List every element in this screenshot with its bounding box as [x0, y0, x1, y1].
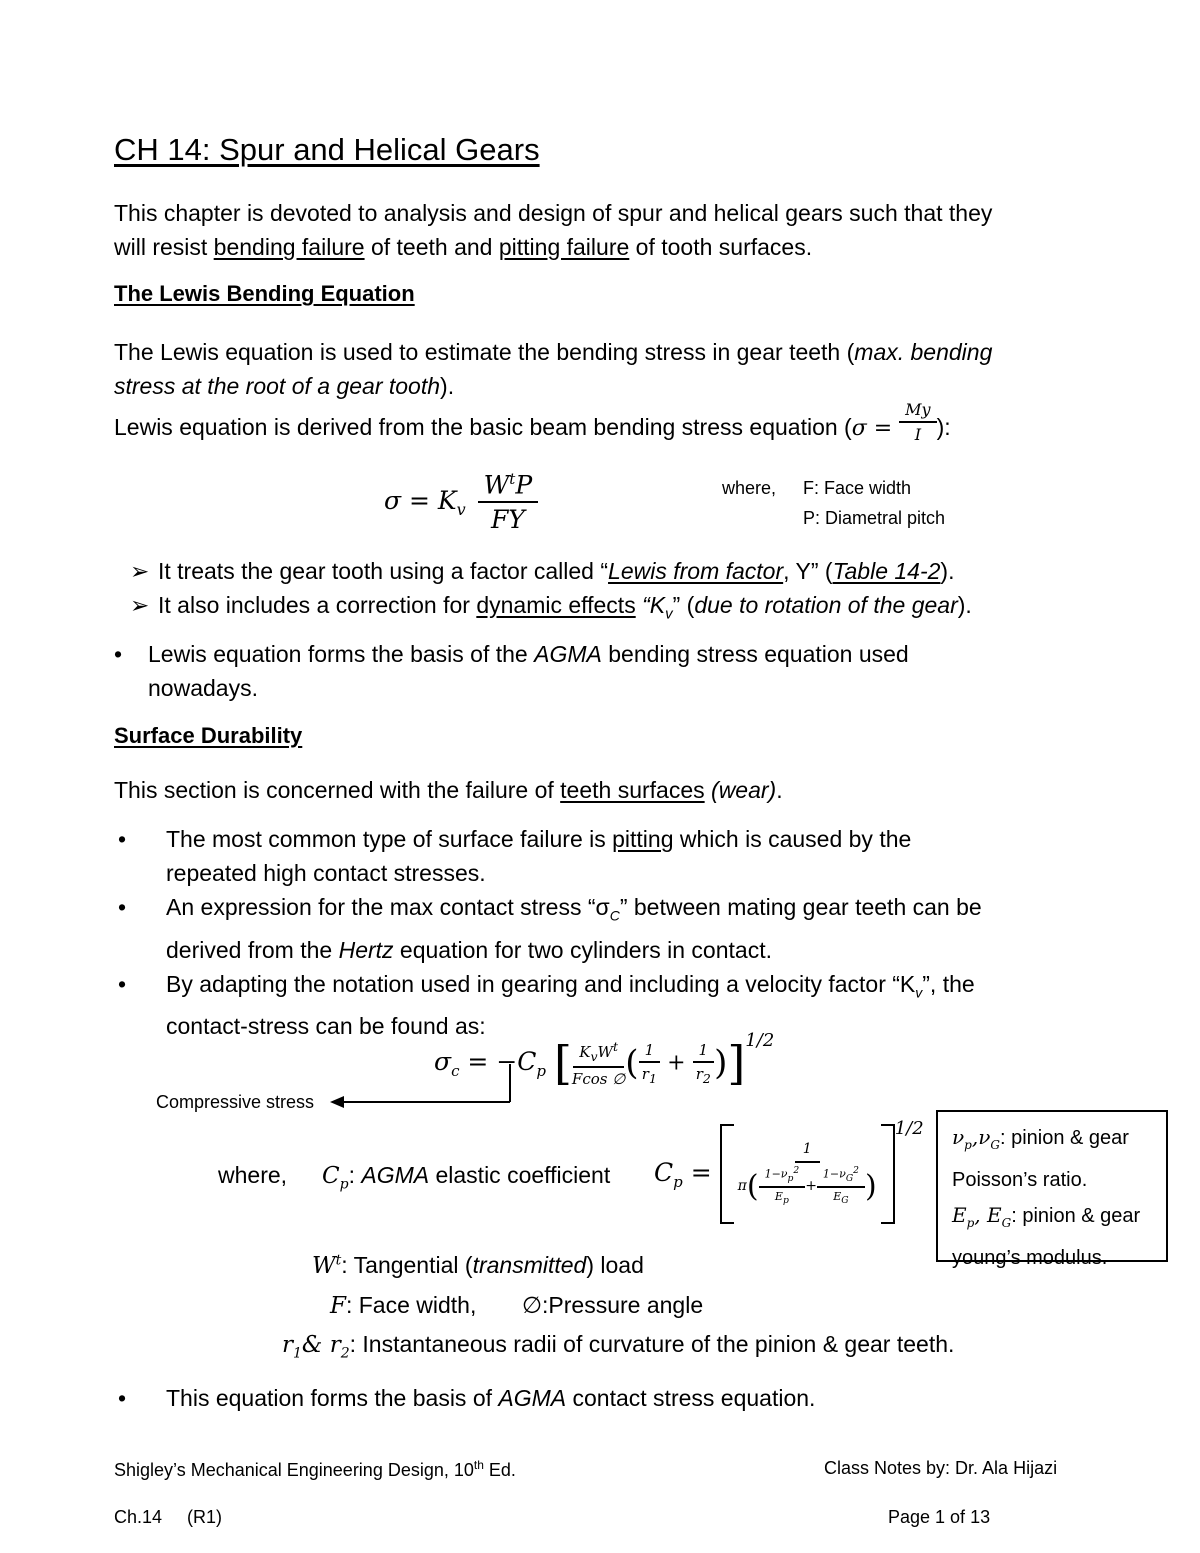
- contact-stress-equation: $\sigma_c = -C_p$ [ $\frac{K_vW^t}{Fcos \emptyset}$ ( $\frac{1}{r_1}$ + $\frac{1}{r_2}$ )]$^{1/2}$: [434, 1030, 775, 1090]
- footer-chapter: Ch.14 (R1): [114, 1507, 223, 1527]
- bullet-dot-icon: •: [118, 894, 127, 920]
- face-width-definition: F: Face width,: [330, 1292, 477, 1319]
- arrow-bullet-icon: ➢: [130, 592, 150, 618]
- pressure-angle-definition: ∅:Pressure angle: [522, 1292, 704, 1318]
- bullet-dot-icon: •: [118, 1385, 127, 1411]
- intro-paragraph: This chapter is devoted to analysis and design of spur and helical gears such that they will resist bending failure of teeth and pitting failure of tooth surfaces.: [114, 200, 993, 260]
- footer-class-notes: Class Notes by: Dr. Ala Hijazi: [824, 1458, 1058, 1478]
- surface-bullets: • The most common type of surface failure is pitting which is caused by the repeated high contact stresses. • An expression for the max contact stress “$\sigma_C$” between mating gear teeth can be derived from the Hertz equation for two cylinders in contact. • By adapting the notation used in gearing and including a velocity factor “$K_v$”, the contact-stress can be found as:: [114, 822, 982, 1043]
- radii-definition: $r_1\&$ $r_2$: Instantaneous radii of curvature of the pinion & gear teeth.: [282, 1331, 955, 1362]
- surface-paragraph: This section is concerned with the failure of teeth surfaces (wear).: [114, 777, 783, 803]
- arrow-bullet-icon: ➢: [130, 558, 150, 584]
- lewis-equation: $\sigma = K_v$ $\frac{W^tP}{FY}$: [384, 470, 538, 534]
- lewis-derivation-line: Lewis equation is derived from the basic beam bending stress equation (σ = $\frac{My}{I}$ ):: [114, 400, 951, 444]
- cp-formula: $C_p$ = 1 π ( $\frac{1-\nu_p^2}{E_p}$ + $\frac{1-\nu_G^2}{E_G}$ ) $^{1/2}$: [654, 1124, 924, 1224]
- page-title: CH 14: Spur and Helical Gears: [114, 132, 540, 167]
- agma-contact-bullet: • This equation forms the basis of AGMA contact stress equation.: [114, 1385, 815, 1412]
- bullet-dot-icon: •: [118, 970, 127, 997]
- bullet-dot-icon: •: [114, 641, 123, 667]
- wt-definition: $W^t$: Tangential (transmitted) load: [312, 1252, 644, 1279]
- lewis-paragraph: The Lewis equation is used to estimate the bending stress in gear teeth (max. bending stress at the root of a gear tooth).: [114, 339, 993, 399]
- lewis-agma-bullet: • Lewis equation forms the basis of the AGMA bending stress equation used nowadays.: [114, 637, 909, 705]
- footer-book-reference: Shigley’s Mechanical Engineering Design, 10th Ed.: [114, 1458, 516, 1480]
- poisson-young-box: $\nu_p,\nu_G$: pinion & gear Poisson’s ratio. $E_p$, $E_G$: pinion & gear young’s modulus.: [936, 1110, 1168, 1262]
- lewis-face-width-def: F: Face width: [803, 478, 912, 498]
- lewis-where-label: where,: [722, 478, 777, 498]
- footer-page-number: Page 1 of 13: [888, 1507, 991, 1527]
- lewis-diametral-pitch-def: P: Diametral pitch: [803, 508, 946, 528]
- section-heading-surface: Surface Durability: [114, 723, 303, 748]
- compressive-stress-label: Compressive stress: [156, 1092, 315, 1112]
- cp-where-label: where,: [218, 1162, 288, 1188]
- arrow-bullet-1: ➢ It treats the gear tooth using a factor called “Lewis from factor, Y” (Table 14-2).: [130, 558, 955, 584]
- cp-definition: $C_p$: AGMA elastic coefficient: [322, 1162, 611, 1193]
- bullet-dot-icon: •: [118, 826, 127, 852]
- arrow-bullet-2: ➢ It also includes a correction for dynamic effects “$K_v$” (due to rotation of the gear).: [130, 592, 972, 623]
- compressive-stress-pointer: [320, 1060, 520, 1110]
- section-heading-lewis: The Lewis Bending Equation: [114, 281, 415, 306]
